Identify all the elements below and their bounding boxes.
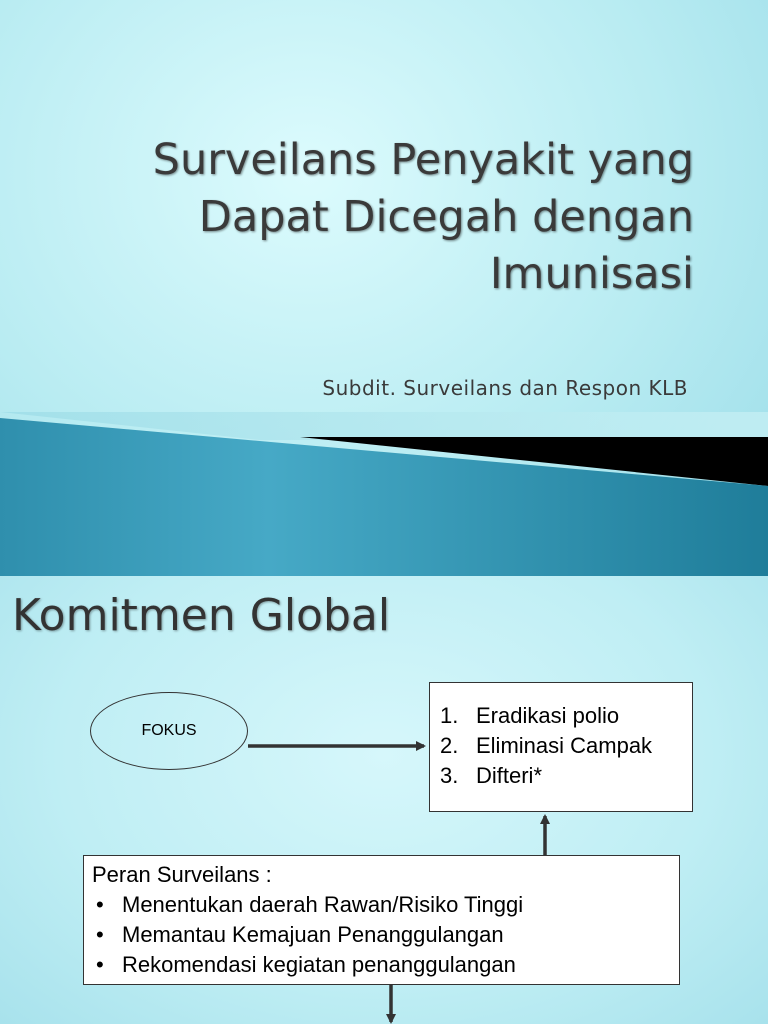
list-item (92, 920, 671, 950)
slide-subtitle: Subdit. Surveilans dan Respon KLB (322, 376, 688, 400)
bullet: • (96, 892, 104, 917)
list-text: Eradikasi polio (476, 703, 620, 728)
list-text: Rekomendasi kegiatan penanggulangan (122, 952, 516, 977)
title-line: Surveilans Penyakit yang (152, 135, 694, 185)
role-box (83, 855, 680, 985)
slide-heading: Komitmen Global (12, 590, 391, 641)
title-line: Imunisasi (489, 249, 694, 299)
list-item (92, 950, 671, 980)
fokus-label: FOKUS (141, 722, 197, 739)
list-number: 2. (440, 733, 459, 758)
bullet: • (96, 952, 104, 977)
content-slide (0, 576, 768, 1024)
list-number: 1. (440, 703, 459, 728)
slide-title (74, 132, 694, 303)
list-text: Menentukan daerah Rawan/Risiko Tinggi (122, 892, 524, 917)
list-item (440, 761, 684, 791)
list-text: Memantau Kemajuan Penanggulangan (122, 922, 504, 947)
list-text: Eliminasi Campak (476, 733, 653, 758)
role-title: Peran Surveilans : (92, 862, 272, 887)
list-text: Difteri* (476, 763, 543, 788)
title-line: Dapat Dicegah dengan (198, 192, 694, 242)
fokus-ellipse (90, 692, 248, 770)
bullet: • (96, 922, 104, 947)
list-item (92, 890, 671, 920)
focus-list-box (429, 682, 693, 812)
list-item (440, 731, 684, 761)
list-item (440, 701, 684, 731)
list-number: 3. (440, 763, 459, 788)
